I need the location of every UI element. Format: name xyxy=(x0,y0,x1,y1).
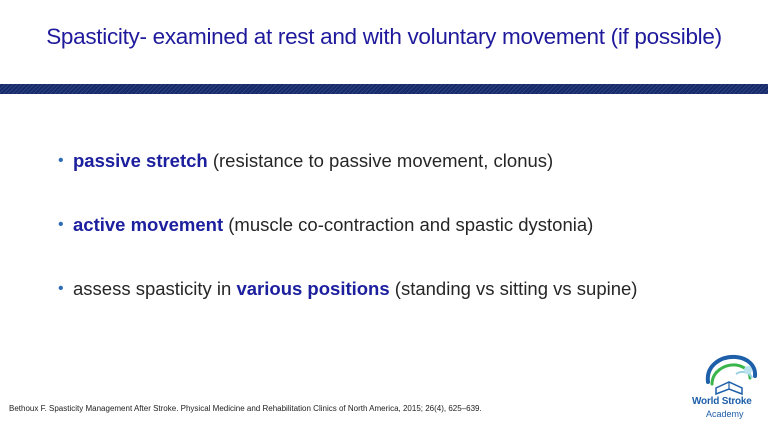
world-stroke-academy-logo xyxy=(692,352,768,424)
bullet-dot-icon: • xyxy=(58,216,64,233)
bullet-text: (standing vs sitting vs supine) xyxy=(389,278,638,299)
bullet-text-prefix: assess spasticity in xyxy=(73,278,237,299)
bullet-dot-icon: • xyxy=(58,152,64,169)
bullet-list xyxy=(58,147,637,339)
bullet-highlight: active movement xyxy=(73,214,224,235)
bullet-text: (muscle co-contraction and spastic dystonia) xyxy=(223,214,594,235)
book-globe-icon xyxy=(698,352,760,398)
bullet-item-active-movement xyxy=(58,211,637,239)
bullet-highlight: passive stretch xyxy=(73,150,208,171)
citation: Bethoux F. Spasticity Management After Stroke. Physical Medicine and Rehabilitation Clinics of North America, 2015; 26(4), 625–639. xyxy=(9,404,482,413)
slide-title: Spasticity- examined at rest and with voluntary movement (if possible) xyxy=(46,24,722,49)
bullet-highlight: various positions xyxy=(236,278,390,299)
logo-subtitle: Academy xyxy=(706,409,744,419)
title-divider-band xyxy=(0,84,768,94)
bullet-text: (resistance to passive movement, clonus) xyxy=(207,150,554,171)
bullet-item-various-positions xyxy=(58,275,637,303)
bullet-dot-icon: • xyxy=(58,280,64,297)
bullet-item-passive-stretch xyxy=(58,147,637,175)
logo-wordmark: World Stroke xyxy=(692,396,752,407)
